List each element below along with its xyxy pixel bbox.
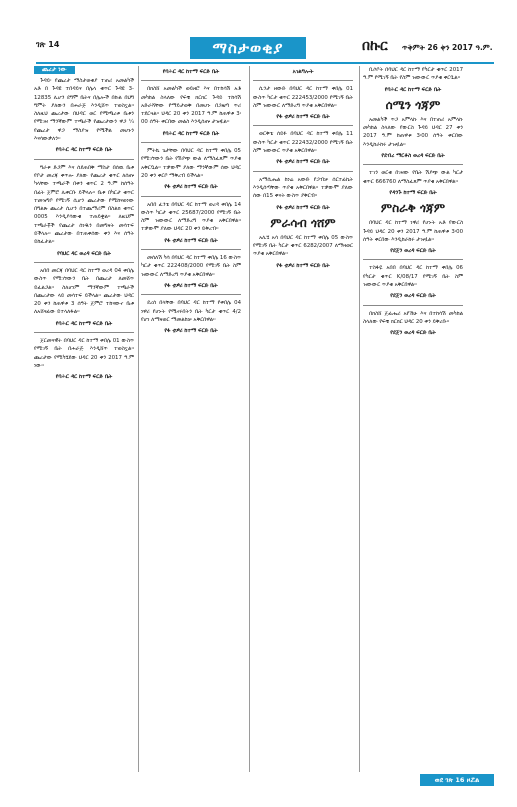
notice-text: መሰለሽ ካሳ በባህር ዳር ከተማ ቀበሌ 16 ውስጥ ካርታ ቁጥር 222408/2000 የሚገኝ ቤት ስም ዝውውር ለማድረግ ጥያቄ አቅርበዋል፡፡ [141, 255, 241, 278]
notice-signature: የፋ ቲዎሪ ከተማ ፍርድ ቤት [276, 114, 330, 121]
notice-divider [363, 164, 463, 165]
notice-divider [363, 259, 463, 260]
notice-divider [253, 171, 353, 172]
notice-text: በክስሸ ጀፊሔሪ አየኸሁ እና በተከሳሽ መካከል ስላለው የፍቺ ክርክር ህዳር 20 ቀን ይቅረቡ፡፡ [363, 310, 463, 325]
column-2 [141, 66, 241, 338]
column-divider [359, 66, 360, 772]
notice-divider [141, 80, 241, 81]
section-banner: ማስታወቂያ [190, 37, 306, 59]
notice-signature: የባሕር ዳር ከተማ ፍርድ ቤት [384, 86, 442, 93]
region-heading: ሰሜን ጎጃም [385, 97, 441, 112]
notice-signature: የደጀን ወረዳ ፍርድ ቤት [390, 248, 436, 255]
publication-name: በኩር [362, 38, 388, 54]
notice-signature: የፋ ቲዎሪ ከተማ ፍርድ ቤት [276, 262, 330, 269]
notice-divider [253, 125, 353, 126]
column-3 [253, 66, 353, 273]
notice-text: ጀርመናዊት በባህር ዳር ከተማ ቀበሌ 01 ውስጥ የሚገኝ ቤት በሐራጅ እንዲሸጥ ተወስኗል፡፡ ጨረታው የሚካሄደው ህዳር 20 ቀን 2017 ዓ.ም ነው፡፡ [34, 338, 134, 369]
notice-text: ተገን ወርቁ በገዛው የቤት ሽያጭ ውል ካርታ ቁጥር 666760 ለማስፈጸም ጥያቄ አቅርበዋል፡፡ [363, 170, 463, 185]
notice-text: በክስሸ አመልካች ወይዘሮ እና በተከሳሽ አቶ መካከል ስላለው የፍቺ ክርክር ጉዳይ ተከሳሽ አድራሻቸው የማይታወቅ በመሆኑ በጋዜጣ ጥሪ ተደርጓል፡፡ ህዳር 20 ቀን 2017 ዓ.ም ከጠዋቱ 3፡00 ሰዓት ቀርበው መልስ እንዲሰጡ ታዝዟል፡፡ [141, 86, 241, 126]
notice-signature: የባሕር ዳር ከተማ ፍርድ ቤት [55, 374, 113, 381]
notice-signature: የፋ ቲዎሪ ከተማ ፍርድ ቤት [164, 237, 218, 244]
notice-signature: የባሕር ዳር ከተማ ፍርድ ቤት [55, 320, 113, 327]
notice-text: አሊሄ አሳ በባህር ዳር ከተማ ቀበሌ 05 ውስጥ የሚገኝ ቤት ካርታ ቁጥር 6282/2007 ለማዛወር ጥያቄ አቅርበዋል፡፡ [253, 234, 353, 258]
column-divider [138, 66, 139, 772]
notice-divider [141, 249, 241, 250]
notice-divider [141, 294, 241, 295]
notice-divider [253, 80, 353, 81]
notice-text: ደረሰ በላቸው በባህር ዳር ከተማ የቀበሌ 04 ነዋሪ የሆኑት የሚኖሩበትን ቤት ካርታ ቁጥር 4/2 የሆነ ለማዛወር ማመልከቻ አቅርበዋል፡፡ [141, 300, 241, 323]
notice-text: ጉዳይ፡ የጨረታ ማስታወቂያ ተጠሪ አመልካች አቶ በ ጉዳዩ ተበዳይና በሌላ ቁጥር ጉዳዩ 3-12835 ሊሆን ደግሞ ቤትና በሌሎች በኩል በህግ ግምት ያለውን በሐራጅ እንዲሸጥ ተወስኗል፡፡ ስለዚህ ጨረታው በህዳር ወር የሚጫረቱ ቤቱን የሚገዛ ማንኛውም ተጫራች የጨረታውን ዋጋ ¼ የጨረታ ዋጋ ማስያዝ የሚችል መሆኑን እናሳውቃለን፡፡ [34, 78, 134, 143]
notice-signature: የባሕር ዳር ከተማ ፍርድ ቤት [55, 147, 113, 154]
notice-signature: የፋ ቲዎሪ ከተማ ፍርድ ቤት [164, 184, 218, 191]
notice-text: አማሲሔል ከነሬ አውድ የጋብቻ ሰርተፊኬት እንዲሰጣቸው ጥያቄ አቅርበዋል፡፡ ተቃውሞ ያለው ሰው በ15 ቀናት ውስጥ ያቅርብ፡፡ [253, 176, 353, 200]
region-heading: ምስራቅ ጎጃም [380, 201, 446, 216]
notice-signature: የባሕር ዳር ከተማ ፍርድ ቤት [162, 130, 220, 137]
notice-signature: የባህር ዳር ወረዳ ፍርድ ቤት [57, 250, 111, 257]
notice-signature: አገልግሎት [292, 69, 314, 75]
notice-text: አበበ መርጃ በባህር ዳር ከተማ ወረዳ 04 ቀበሌ ውስጥ የሚገኘውን ቤት በጨረታ ለመሸጥ ይፈልጋል፡፡ ስለሆነም ማንኛውም ተጫራች በጨረታው ላይ መሳተፍ ይችላል፡፡ ጨረታው ህዳር 20 ቀን ከጠዋቱ 3 ሰዓት ጀምሮ ተከናውኖ ቤቱ ለአሸናፊው ይተላለፋል፡፡ [34, 267, 134, 316]
region-heading: ምራሳብ ጎሸም [270, 215, 336, 230]
issue-date: ጥቅምት 26 ቀን 2017 ዓ.ም. [402, 43, 493, 52]
continued-footer-label: ወደ ገጽ 16 ዞሯል [420, 774, 494, 786]
notice-text: ሲንታ ዘውድ በባህር ዳር ከተማ ቀበሌ 01 ውስጥ ካርታ ቁጥር 222453/2000 የሚገኝ ቤት ስም ዝውውር ለማድረግ ጥያቄ አቅርበዋል፡፡ [253, 86, 353, 109]
notice-text: ግራቱ ድጋም እና ሰደጠበቅ ማስታ በሰዉ ቤቱ የቦታ መረጃ ቀጥሎ ያለው የጨረታ ቁጥር ለሰጡ ካላቸው ተጫራች በቀን ቁጥር 2 ዓ.ም ከሰዓት በፊት ጀምሮ ሊቀርቡ ይችላሉ፡፡ ቤቱ በካርታ ቁጥር ተመዝግቦ የሚገኝ ሲሆን ጨረታው የሚከናወነው በግልጽ ጨረታ ሲሆን በተጨማሪም በስልክ ቁጥር 0005 እንዲያሳውቁ ተጠይቋል፡፡ ለዚህም ተጫራቾች የጨረታ ሰነዱን በመግዛት መሳተፍ ይችላሉ፡፡ ጨረታው በተጠቀሰው ቀን እና ሰዓት ይከፈታል፡፡ [34, 164, 134, 246]
notice-signature: የደጀን ወረዳ ፍርድ ቤት [390, 293, 436, 300]
column-4 [363, 66, 463, 341]
notice-signature: የፋ ቲዎሪ ከተማ ፍርድ ቤት [164, 282, 218, 289]
notice-divider [141, 196, 241, 197]
notice-text: ቢሶቦት በባህር ዳር ከተማ የካርታ ቁጥር 2017 ዓ.ም የሚገኝ ቤት የስም ዝውውር ጥያቄ ቀርቧል፡፡ [363, 67, 463, 82]
notice-divider [34, 332, 134, 333]
notice-signature: የዳንጉ ከተማ ፍርድ ቤት [389, 189, 437, 196]
column-1 [34, 66, 134, 385]
column-divider [249, 66, 250, 772]
notice-text: ምትኬ ጌታቸው በባህር ዳር ከተማ ቀበሌ 05 የሚገኘውን ቤት የሽያጭ ውል ለማስፈጸም ጥያቄ አቅርቧል፡፡ ተቃውሞ ያለው ማንኛውም ሰው ህዳር 20 ቀን ቀርቦ ማቅረብ ይችላል፡፡ [141, 148, 241, 179]
notice-divider [34, 262, 134, 263]
header-rule [36, 62, 494, 64]
notice-signature: የደጀን ወረዳ ፍርድ ቤት [390, 330, 436, 337]
section-tag: ጨረታ ነው [34, 66, 75, 74]
notice-signature: የባሕር ዳር ከተማ ፍርድ ቤት [162, 69, 220, 75]
notice-signature: የደብረ ማርቆስ ወረዳ ፍርድ ቤት [381, 153, 445, 160]
notice-divider [141, 142, 241, 143]
notice-divider [34, 159, 134, 160]
notice-text: ወርቅቴ ሰይፉ በባህር ዳር ከተማ ቀበሌ 11 ውስጥ ካርታ ቁጥር 222432/2000 የሚገኝ ቤት ስም ዝውውር ጥያቄ አቅርበዋል፡፡ [253, 131, 353, 155]
notice-text: በባህር ዳር ከተማ ነዋሪ የሆኑት አቶ የውርስ ጉዳይ ህዳር 20 ቀን 2017 ዓ.ም ከጠዋቱ 3፡00 ሰዓት ቀርበው እንዲከራከሩ ታዝዟል፡፡ [363, 220, 463, 243]
notice-divider [363, 305, 463, 306]
notice-text: አበበ ፈንቴ በባህር ዳር ከተማ ወረዳ ቀበሌ 14 ውስጥ ካርታ ቁጥር 25687/2000 የሚገኝ ቤት ስም ዝውውር ለማድረግ ጥያቄ አቅርበዋል፡፡ ተቃውሞ ያለው ህዳር 20 ቀን ይቅረብ፡፡ [141, 201, 241, 233]
notice-signature: የፋ ቲዎሪ ከተማ ፍርድ ቤት [276, 159, 330, 166]
notice-text: ተስፋዬ አበበ በባህር ዳር ከተማ ቀበሌ 06 የካርታ ቁጥር K/08/17 የሚገኝ ቤት ስም ዝውውር ጥያቄ አቅርበዋል፡፡ [363, 265, 463, 289]
notice-signature: የፋ ቲዎሪ ከተማ ፍርድ ቤት [164, 328, 218, 335]
notice-text: አመልካች ጥጋ አምላኩ እና በተጠሪ አምላኩ መካከል ስላለው የውርስ ጉዳይ ህዳር 27 ቀን 2017 ዓ.ም ከጠዋቱ 3፡00 ሰዓት ቀርበው እንዲከራከሩ ታዝዟል፡፡ [363, 116, 463, 148]
notice-signature: የፋ ቲዎሪ ከተማ ፍርድ ቤት [276, 204, 330, 211]
page-number: ገጽ 14 [36, 40, 60, 49]
